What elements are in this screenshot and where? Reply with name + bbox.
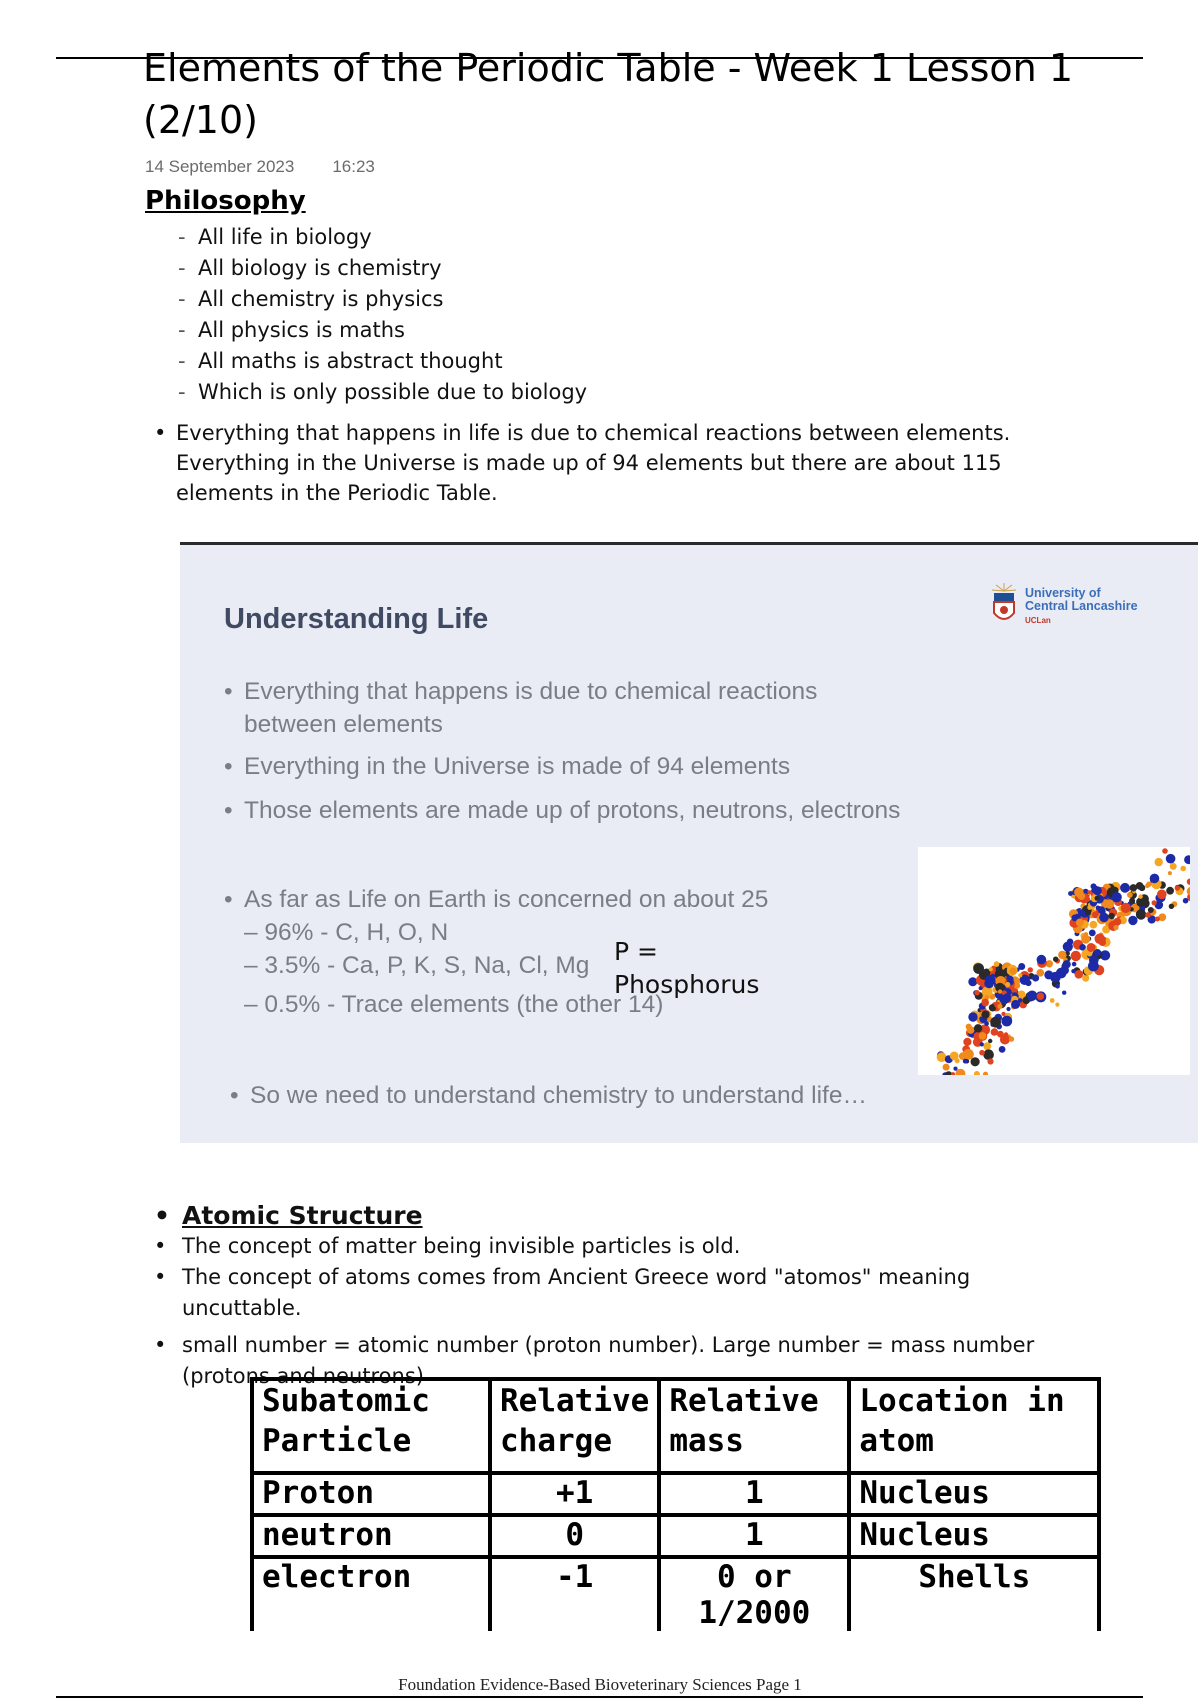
list-item: - All maths is abstract thought [178,346,587,377]
list-item: - All chemistry is physics [178,284,587,315]
table-cell: neutron [252,1515,490,1557]
lecture-slide [180,542,1198,1143]
list-item: • The concept of matter being invisible particles is old. [164,1231,1064,1262]
subatomic-particle-table [250,1377,1101,1631]
table-cell: +1 [490,1473,659,1515]
summary-paragraph: • Everything that happens in life is due to chemical reactions between elements. Everything in the Universe is made up of 94 elements but there are about 115 elements in the Periodic Table. [176,418,1036,508]
list-item: - Which is only possible due to biology [178,377,587,408]
table-cell: -1 [490,1557,659,1631]
atomic-structure-section [164,1200,1064,1392]
page-title: Elements of the Periodic Table - Week 1 Lesson 1 (2/10) [143,46,1074,142]
table-row [252,1515,1099,1557]
note-date: 14 September 2023 [145,157,295,176]
crest-icon [990,583,1018,629]
slide-bullet: • So we need to understand chemistry to understand life… [250,1079,867,1112]
table-cell: Nucleus [849,1515,1099,1557]
list-item: • small number = atomic number (proton number). Large number = mass number (protons and neutrons) [164,1330,1064,1392]
table-cell: 1 [659,1473,849,1515]
table-cell: Nucleus [849,1473,1099,1515]
table-cell: 0 [490,1515,659,1557]
header-cell: Subatomic Particle [252,1379,490,1473]
list-item: • The concept of atoms comes from Ancient Greece word "atomos" meaning uncuttable. [164,1262,1064,1324]
header-cell: Location in atom [849,1379,1099,1473]
slide-title: Understanding Life [224,603,489,635]
table-cell: Shells [849,1557,1099,1631]
header-cell: Relative mass [659,1379,849,1473]
header-cell: Relative charge [490,1379,659,1473]
table-cell: electron [252,1557,490,1631]
table-header-row [252,1379,1099,1473]
slide-bullet: • Everything that happens is due to chemical reactions between elements [244,675,817,741]
slide-bullet: • As far as Life on Earth is concerned on about 25 – 96% - C, H, O, N – 3.5% - Ca, P, K, S, Na, Cl, Mg – 0.5% - Trace elements (the other 14) P = Phosphorus [244,883,768,1021]
handwritten-annotation: P = Phosphorus [614,937,760,999]
table-cell: 1 [659,1515,849,1557]
philosophy-list [178,222,587,408]
list-item: - All physics is maths [178,315,587,346]
table-row [252,1557,1099,1631]
table-row [252,1473,1099,1515]
molecule-image [918,847,1190,1075]
note-timestamp [145,157,375,177]
note-time: 16:23 [332,157,375,176]
logo-text: University of Central Lancashire UCLan [1025,586,1138,625]
slide-bullet: • Those elements are made up of protons, neutrons, electrons [244,794,900,827]
list-item: - All biology is chemistry [178,253,587,284]
philosophy-heading: Philosophy [145,186,306,216]
slide-bullet: • Everything in the Universe is made of 94 elements [244,750,790,783]
page-footer: Foundation Evidence-Based Bioveterinary Sciences Page 1 [398,1675,802,1694]
bottom-rule [56,1696,1143,1698]
list-item: - All life in biology [178,222,587,253]
table-cell: Proton [252,1473,490,1515]
atomic-structure-heading: • Atomic Structure [164,1200,1064,1231]
table-cell: 0 or 1/2000 [659,1557,849,1631]
university-logo [990,583,1160,638]
